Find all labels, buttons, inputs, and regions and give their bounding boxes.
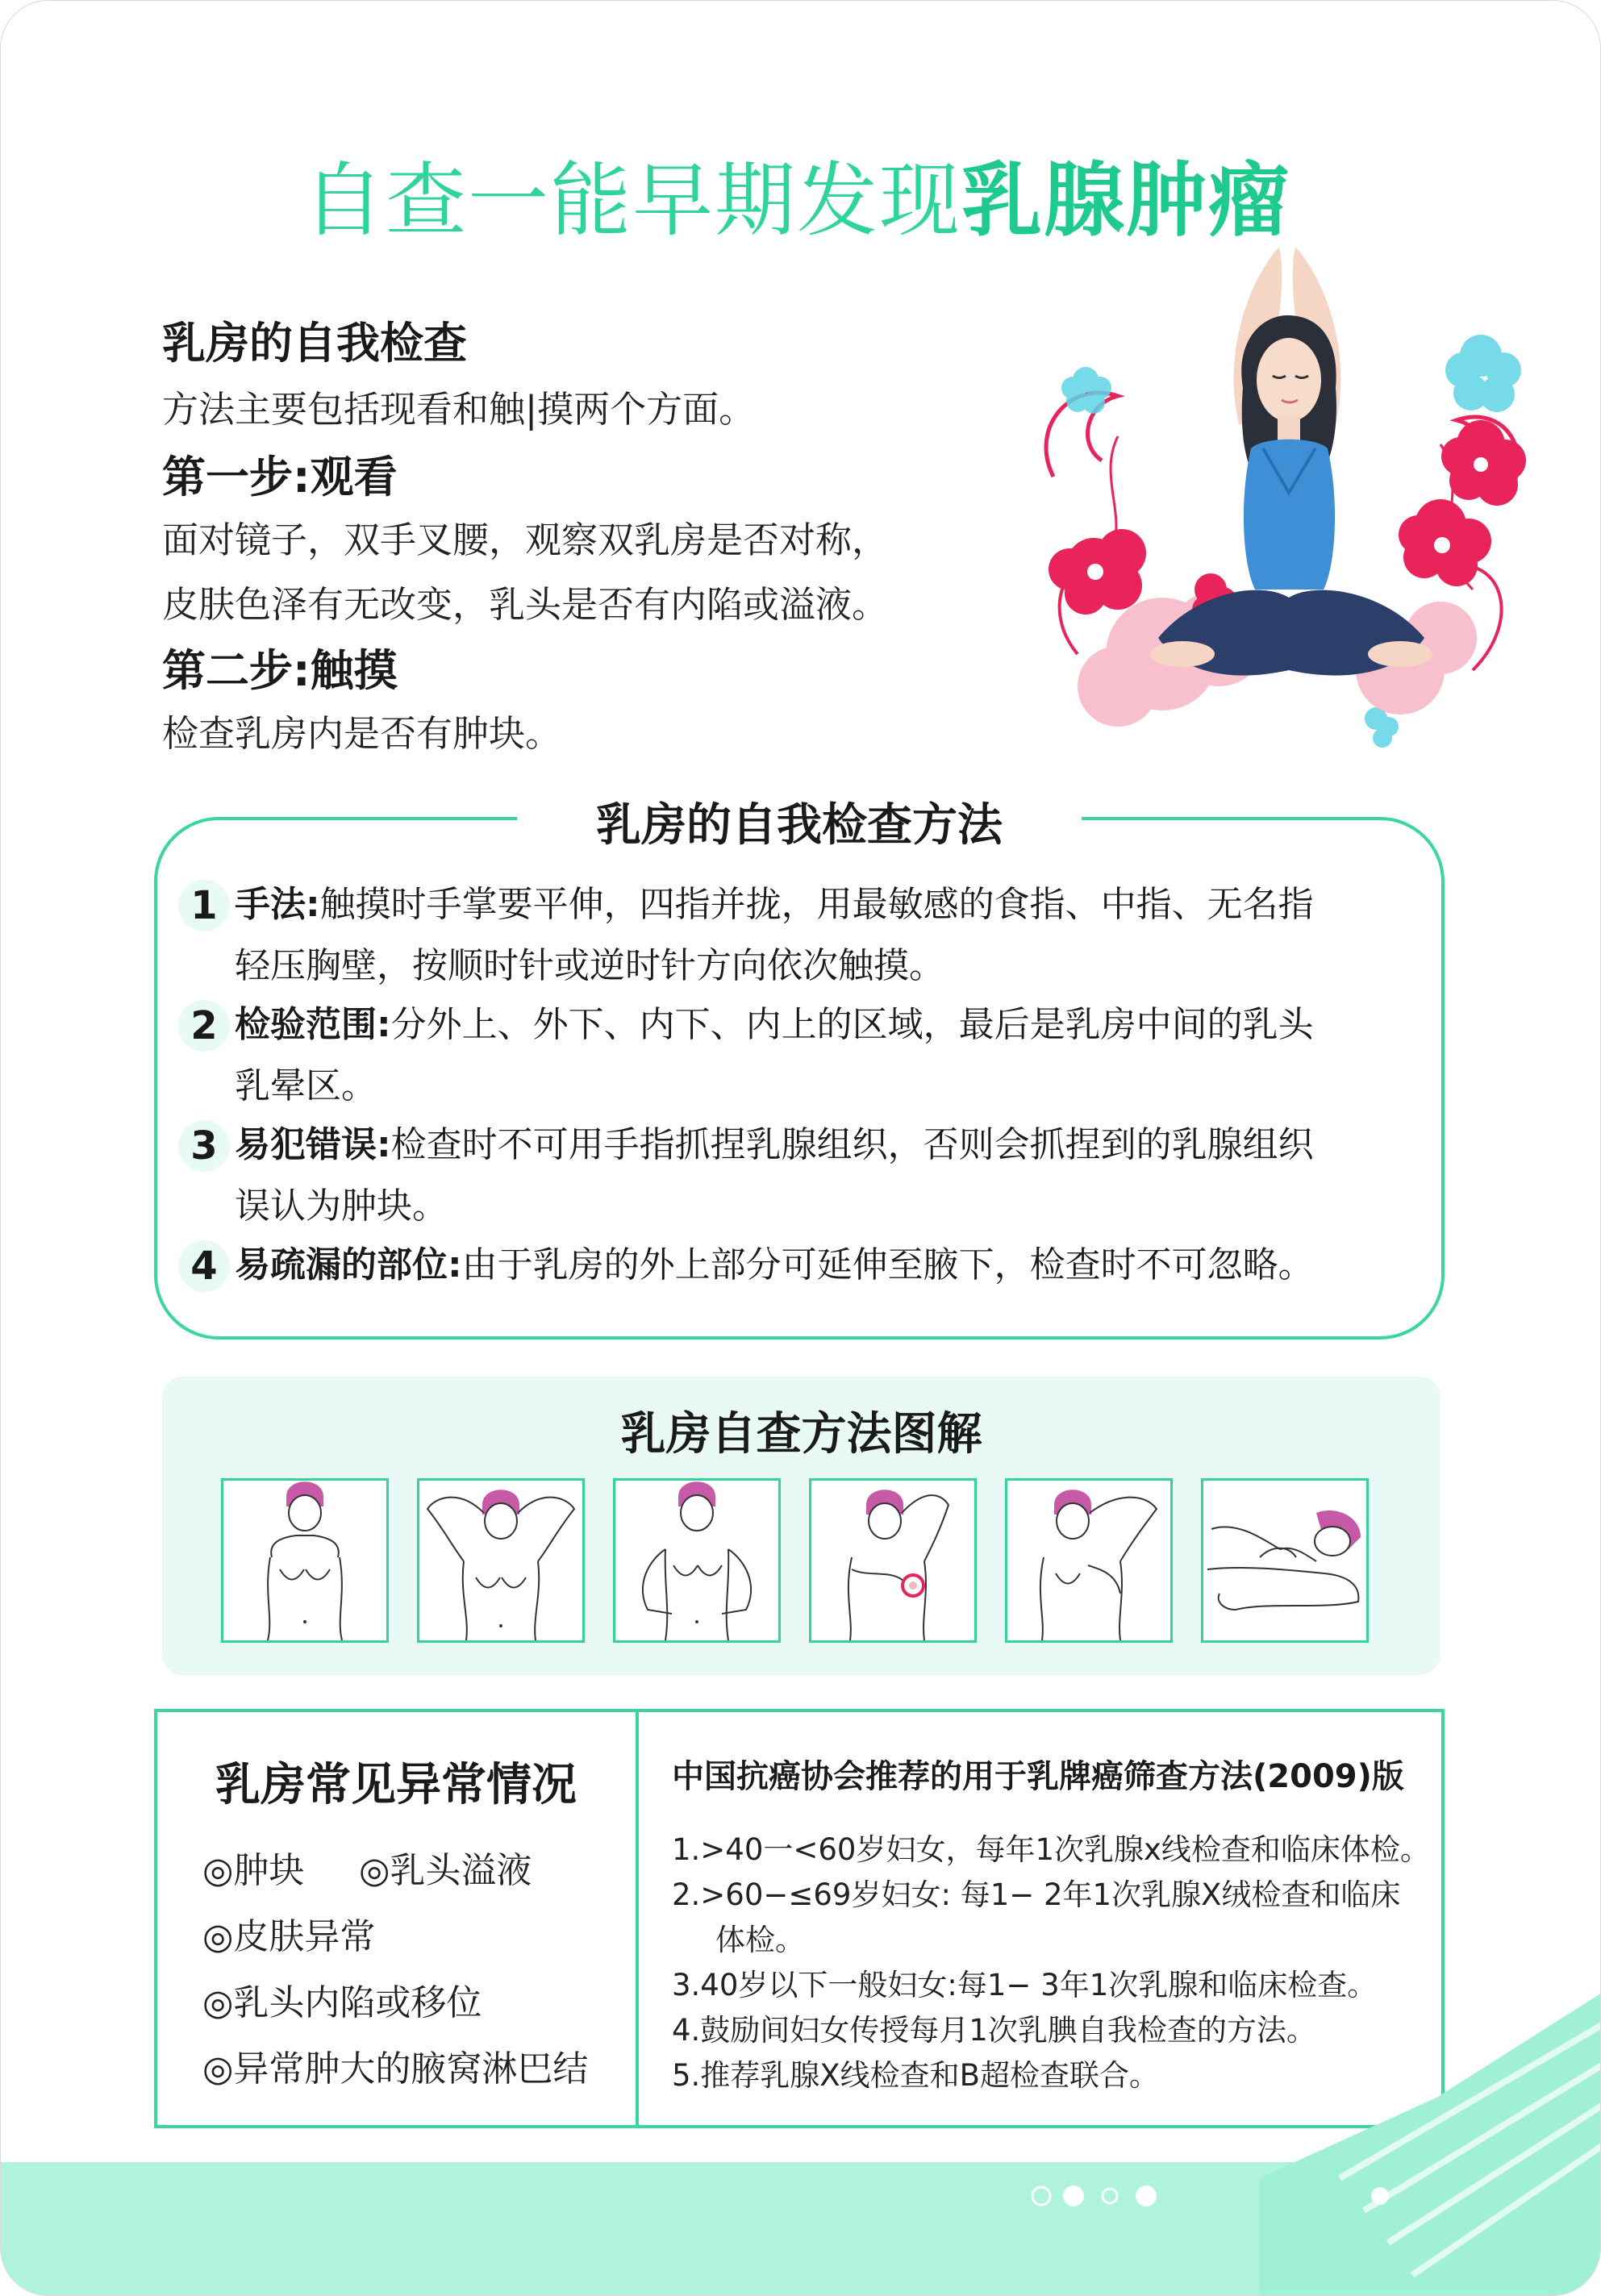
dots-decoration: [1025, 2178, 1445, 2227]
recommend-line-5: 5.推荐乳腺X线检查和B超检查联合。: [672, 2058, 1160, 2093]
figure-one-arm-raised: [1007, 1481, 1170, 1640]
step2-heading: 第二步:触摸: [162, 645, 398, 696]
method-item-4: [235, 1235, 1436, 1296]
figure-standing-front: [223, 1481, 386, 1640]
title-bold: 乳腺肿瘤: [961, 153, 1290, 248]
abnormal-title: 乳房常见异常情况: [215, 1759, 577, 1811]
recommend-line-1: 1.>40一<60岁妇女，每年1次乳腺x线检查和临床体检。: [672, 1832, 1430, 1867]
step-number-1: 1: [178, 880, 230, 931]
recommend-line-2: 2.>60−≤69岁妇女: 每1− 2年1次乳腺X绒检查和临床: [672, 1877, 1401, 1912]
step-number-4: 4: [178, 1240, 230, 1292]
method-text-1a: 触摸时手掌要平伸，四指并拢，用最敏感的食指、中指、无名指: [319, 884, 1314, 925]
method-text-1b: 轻压胸壁，按顺时针或逆时针方向依次触摸。: [235, 945, 944, 986]
yoga-woman-illustration: [1021, 235, 1537, 767]
step1-line1: 面对镜子，双手叉腰，观察双乳房是否对称，: [162, 519, 889, 561]
intro-desc: 方法主要包括现看和触|摸两个方面。: [162, 388, 756, 431]
method-text-2b: 乳晕区。: [235, 1065, 377, 1106]
figure-arms-raised: [419, 1481, 582, 1640]
methods-title: 乳房的自我检查方法: [596, 799, 1003, 852]
recommend-line-4: 4.鼓励间妇女传授每月1次乳腆自我检查的方法。: [672, 2013, 1316, 2048]
title-light: 自查一能早期发现: [303, 153, 961, 248]
method-item-3: [235, 1115, 1436, 1237]
method-text-2a: 分外上、外下、内下、内上的区域，最后是乳房中间的乳头: [390, 1004, 1314, 1045]
intro-heading: 乳房的自我检查: [162, 318, 467, 369]
recommend-line-3: 3.40岁以下一般妇女:每1− 3年1次乳腺和临床检查。: [672, 1968, 1378, 2002]
step1-line2: 皮肤色泽有无改变，乳头是否有内陷或溢液。: [162, 583, 889, 626]
recommend-line-2-cont: 体检。: [715, 1923, 805, 1957]
step-number-2: 2: [178, 1000, 230, 1052]
diagram-panel-2: [417, 1478, 585, 1643]
step1-heading: 第一步:观看: [162, 452, 398, 502]
method-text-3a: 检查时不可用手指抓捏乳腺组织，否则会抓捏到的乳腺组织: [390, 1124, 1314, 1165]
abnormal-item-2: ◎乳头溢液: [359, 1850, 532, 1891]
diagram-panel-6: [1201, 1478, 1369, 1643]
abnormal-item-3: ◎皮肤异常: [202, 1916, 376, 1957]
abnormal-item-1: ◎肿块: [202, 1850, 305, 1891]
diagram-panel-5: [1005, 1478, 1173, 1643]
method-label-4: 易疏漏的部位:: [235, 1244, 462, 1286]
method-label-2: 检验范围:: [235, 1004, 391, 1045]
corner-stripes-decoration: [1243, 1969, 1601, 2296]
method-text-3b: 误认为肿块。: [235, 1186, 448, 1227]
figure-lying-down: [1203, 1481, 1366, 1640]
figure-palpation: [811, 1481, 974, 1640]
diagram-title: 乳房自查方法图解: [620, 1408, 982, 1461]
diagram-panel-3: [613, 1478, 781, 1643]
method-label-3: 易犯错误:: [235, 1124, 391, 1165]
figure-hands-on-hips: [615, 1481, 778, 1640]
recommend-title: 中国抗癌协会推荐的用于乳牌癌筛查方法(2009)版: [672, 1758, 1404, 1795]
diagram-panel-1: [221, 1478, 389, 1643]
method-text-4a: 由于乳房的外上部分可延伸至腋下，检查时不可忽略。: [461, 1244, 1314, 1286]
diagram-panel-4: [809, 1478, 977, 1643]
method-label-1: 手法:: [235, 884, 320, 925]
method-item-1: [235, 874, 1436, 997]
method-item-2: [235, 994, 1436, 1117]
step-number-3: 3: [178, 1120, 230, 1172]
step2-text: 检查乳房内是否有肿块。: [162, 712, 562, 755]
abnormal-item-5: ◎异常肿大的腋窝淋巴结: [202, 2048, 589, 2090]
abnormal-item-4: ◎乳头内陷或移位: [202, 1982, 482, 2023]
